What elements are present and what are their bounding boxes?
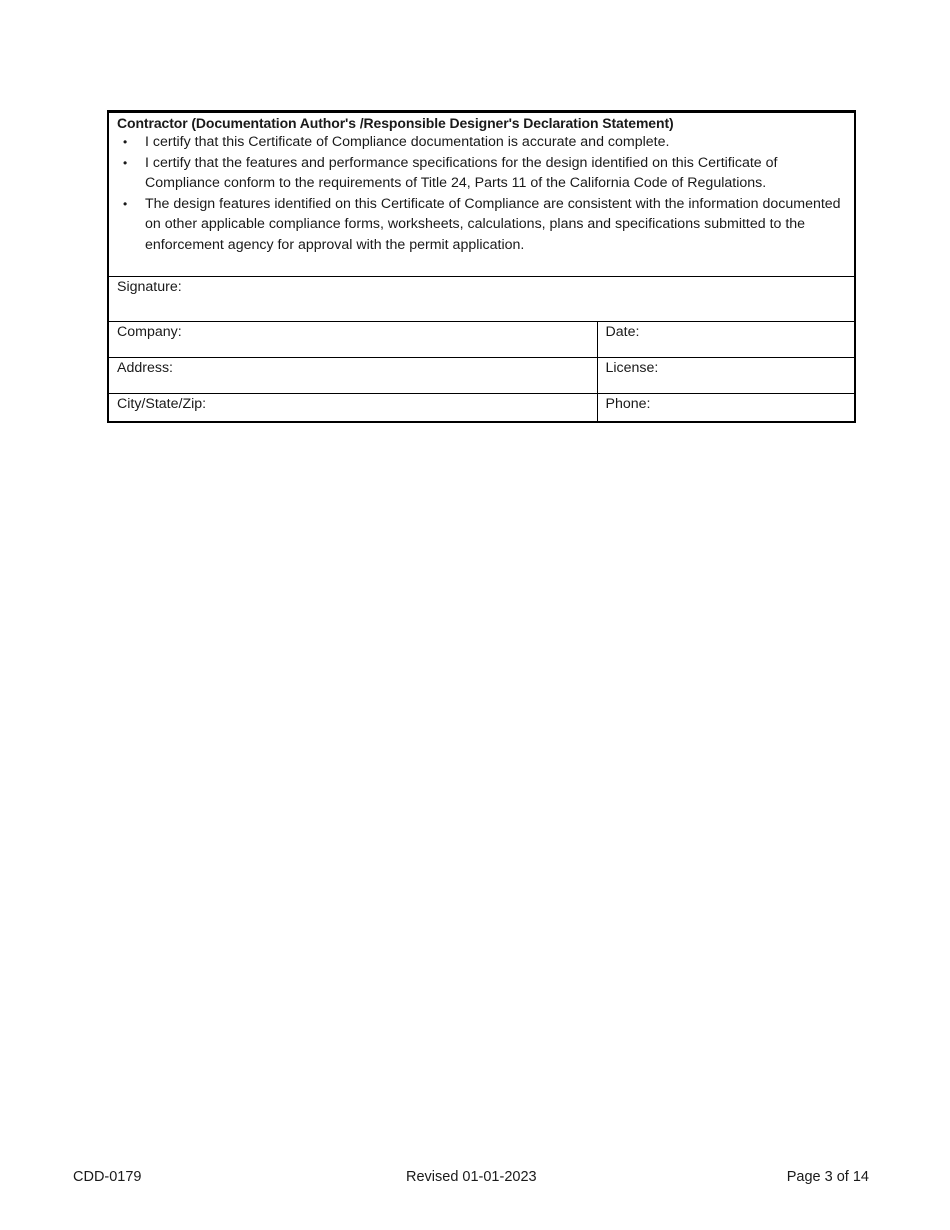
license-field[interactable] [597,358,855,394]
footer-page-number: Page 3 of 14 [786,1169,869,1185]
city-state-zip-field[interactable] [108,394,597,423]
declaration-statement-cell [108,112,855,277]
date-label: Date: [605,324,640,340]
declaration-table [107,110,856,423]
declaration-statement-text: I certify that this Certificate of Compliance documentation is accurate and complete. [145,134,670,150]
declaration-statement-item [123,194,846,256]
footer-revised-date: Revised 01-01-2023 [406,1169,537,1185]
phone-label: Phone: [605,396,651,412]
signature-label: Signature: [117,279,182,295]
address-label: Address: [117,360,173,376]
declaration-statement-text: The design features identified on this Certificate of Compliance are consistent with the information documented on other applicable compliance forms, worksheets, calculations, plans and specifications submitted to the enforcement agency for approval with the permit application. [145,195,841,253]
company-label: Company: [117,324,182,340]
date-field[interactable] [597,322,855,358]
city-state-zip-label: City/State/Zip: [117,396,207,412]
signature-field[interactable] [108,277,855,322]
declaration-title: Contractor (Documentation Author's /Responsible Designer's Declaration Statement) [117,115,674,131]
address-field[interactable] [108,358,597,394]
declaration-statement-text: I certify that the features and performance specifications for the design identified on this Certificate of Compliance conform to the requirements of Title 24, Parts 11 of the California Code of Regulations. [145,154,778,192]
phone-field[interactable] [597,394,855,423]
declaration-statement-item [123,132,846,153]
bullet-icon: • [123,155,128,170]
declaration-statement-list [117,132,846,256]
company-field[interactable] [108,322,597,358]
bullet-icon: • [123,135,128,149]
footer-form-number: CDD-0179 [73,1169,142,1185]
bullet-icon: • [123,196,128,211]
declaration-statement-item [123,153,846,194]
license-label: License: [605,360,659,376]
